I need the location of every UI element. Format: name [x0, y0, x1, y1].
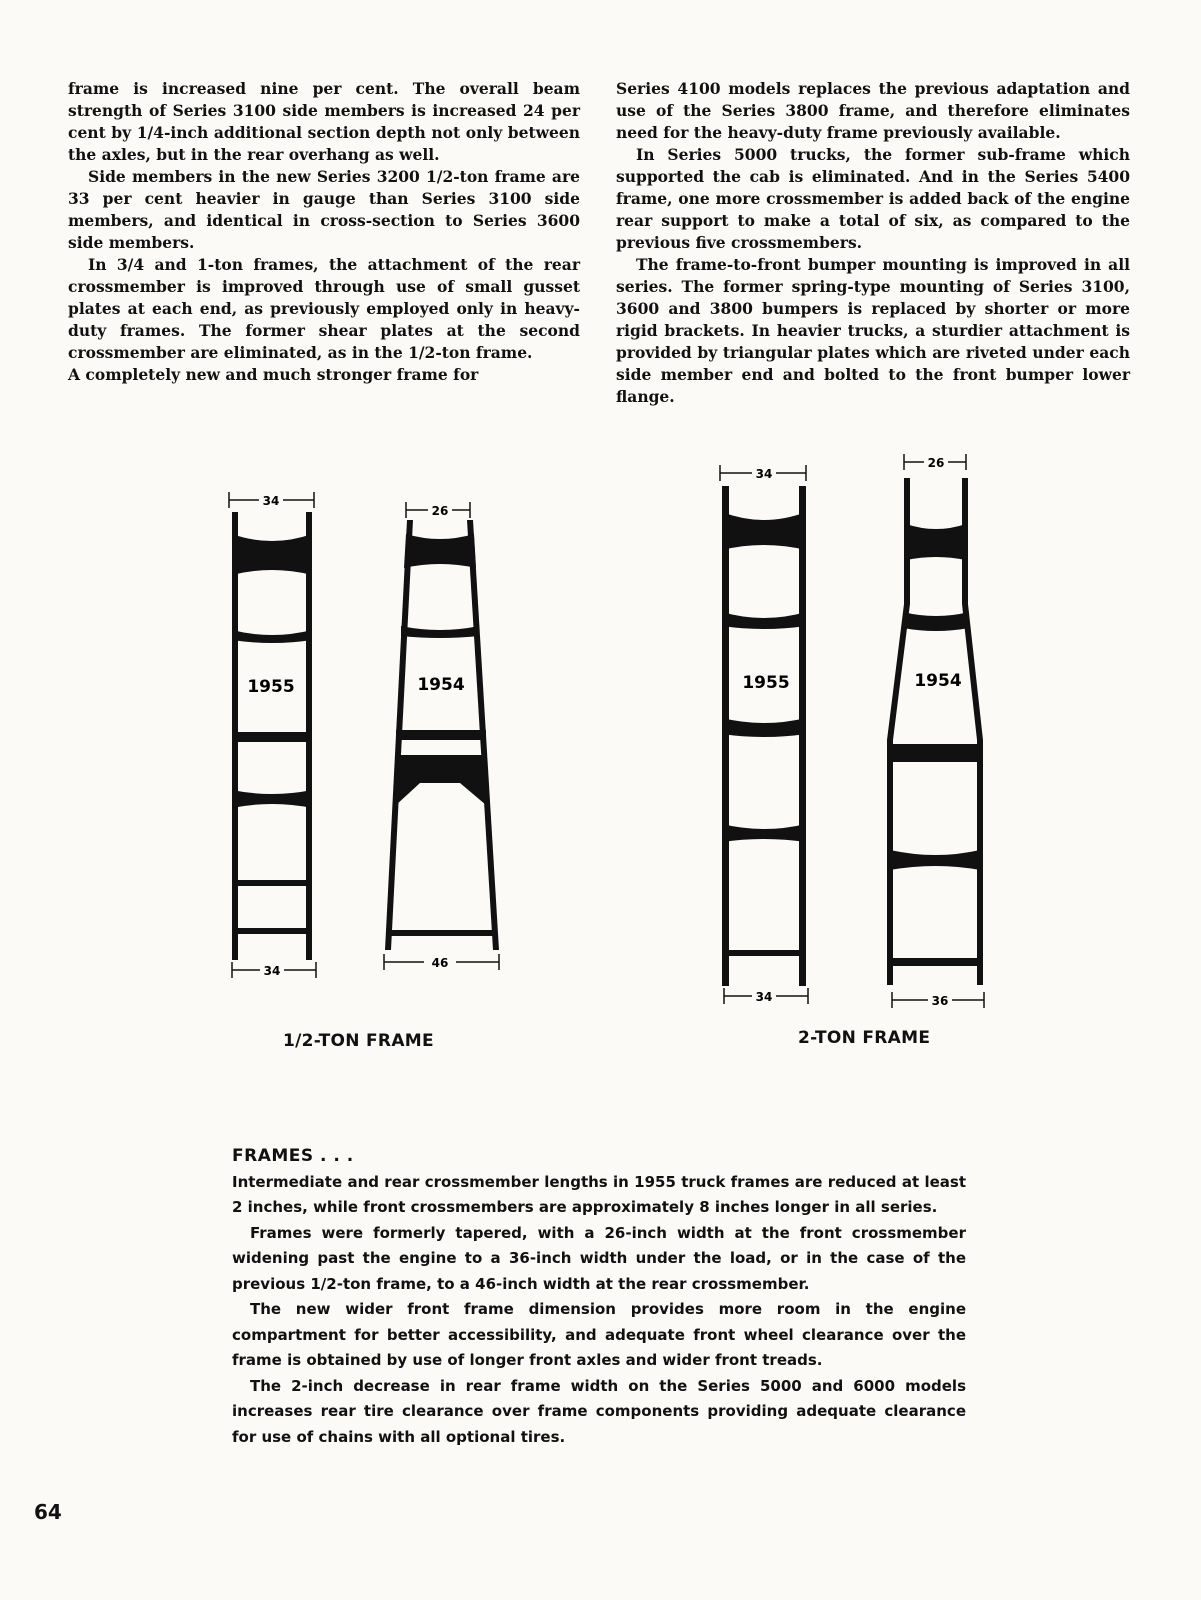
left-paragraph-3: In 3/4 and 1-ton frames, the attachment of the rear crossmember is improved through use of small gusset plates at each end, as previously employed only in heavy-duty frames. The former shear plates at the second crossmember are eliminated, as in the 1/2-ton frame. [68, 255, 580, 362]
frames-paragraph-2: Frames were formerly tapered, with a 26-inch width at the front crossmember widening past the engine to a 36-inch width under the load, or in the case of the previous 1/2-ton frame, to a 46-inch width at the rear crossmember. [232, 1223, 966, 1293]
two-ton-1954-year: 1954 [914, 671, 962, 691]
half-ton-1954-year: 1954 [417, 675, 465, 695]
left-paragraph-2: Side members in the new Series 3200 1/2-ton frame are 33 per cent heavier in gauge than Series 3100 side members, and identical in cross-section to Series 3600 side members. [68, 167, 580, 252]
page-number: 64 [34, 1500, 62, 1524]
frames-heading: FRAMES . . . [232, 1146, 354, 1166]
frames-paragraph-1: Intermediate and rear crossmember lengths in 1955 truck frames are reduced at least 2 inches, while front crossmembers are approximately 8 inches longer in all series. [232, 1172, 966, 1216]
half-ton-1954-bottom-width: 46 [431, 956, 449, 970]
half-ton-1955-bottom-width: 34 [263, 964, 281, 978]
two-ton-1955-bottom-width: 34 [755, 990, 773, 1004]
frames-section [232, 1144, 966, 1450]
left-paragraph-4: A completely new and much stronger frame for [68, 365, 479, 384]
frames-paragraph-3: The new wider front frame dimension provides more room in the engine compartment for better accessibility, and adequate front wheel clearance over the frame is obtained by use of longer front axles and wider front treads. [232, 1300, 966, 1369]
two-ton-1954-bottom-width: 36 [931, 994, 949, 1008]
two-ton-1955-year: 1955 [742, 673, 790, 693]
half-ton-1955-top-width: 34 [262, 494, 280, 508]
half-ton-1954-frame [384, 502, 499, 970]
right-paragraph-2: In Series 5000 trucks, the former sub-frame which supported the cab is eliminated. And in the Series 5400 frame, one more crossmember is added back of the engine rear support to make a total of six, as compared to the previous five crossmembers. [616, 145, 1130, 252]
two-ton-1954-frame [887, 454, 984, 1008]
right-paragraph-1: Series 4100 models replaces the previous adaptation and use of the Series 3800 frame, and therefore eliminates need for the heavy-duty frame previously available. [616, 79, 1130, 142]
two-ton-frame-caption: 2-TON FRAME [798, 1028, 931, 1048]
half-ton-1954-top-width: 26 [431, 504, 449, 518]
frames-paragraph-4: The 2-inch decrease in rear frame width on the Series 5000 and 6000 models increases rear tire clearance over frame components providing adequate clearance for use of chains with all optional tires. [232, 1376, 966, 1446]
right-paragraph-3: The frame-to-front bumper mounting is improved in all series. The former spring-type mounting of Series 3100, 3600 and 3800 bumpers is replaced by shorter or more rigid brackets. In heavier trucks, a sturdier attachment is provided by triangular plates which are riveted under each side member end and bolted to the front bumper lower flange. [616, 255, 1130, 406]
left-paragraph-1: frame is increased nine per cent. The overall beam strength of Series 3100 side members is increased 24 per cent by 1/4-inch additional section depth not only between the axles, but in the rear overhang as well. [68, 79, 580, 164]
two-ton-1954-top-width: 26 [927, 456, 945, 470]
half-ton-1955-frame [229, 492, 316, 978]
two-ton-1955-frame [720, 465, 808, 1004]
two-ton-1955-top-width: 34 [755, 467, 773, 481]
half-ton-1955-year: 1955 [247, 677, 295, 697]
half-ton-frame-caption: 1/2-TON FRAME [283, 1031, 434, 1051]
